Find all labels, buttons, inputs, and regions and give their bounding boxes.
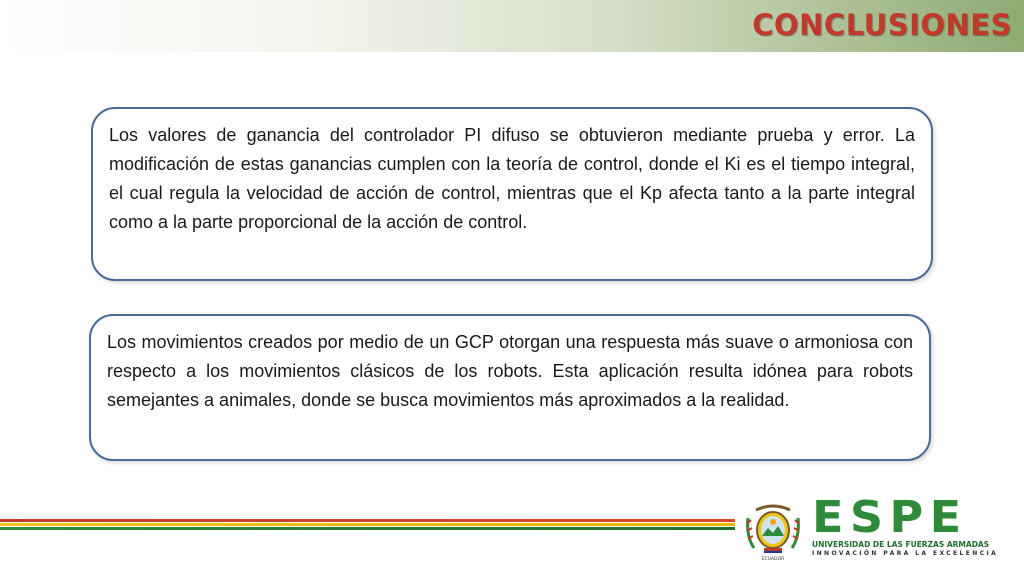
university-name: UNIVERSIDAD DE LAS FUERZAS ARMADAS <box>812 540 990 549</box>
crest-label: ECUADOR <box>761 557 785 562</box>
conclusion-box-1 <box>91 107 933 281</box>
footer-stripes <box>0 516 735 530</box>
espe-wordmark: ESPE <box>812 492 968 543</box>
conclusion-box-2 <box>89 314 931 461</box>
conclusion-text-2: Los movimientos creados por medio de un GCP otorgan una respuesta más suave o armoniosa con respecto a los movimientos clásicos de los robots. Esta aplicación resulta idónea para robots semejantes a animales, donde se busca movimientos más aproximados a la realidad. <box>107 332 913 410</box>
university-motto: INNOVACIÓN PARA LA EXCELENCIA <box>812 550 999 557</box>
footer-stripe-red <box>0 519 735 522</box>
conclusion-text-1: Los valores de ganancia del controlador PI difuso se obtuvieron mediante prueba y error. La modificación de estas ganancias cumplen con la teoría de control, donde el Ki es el tiempo integral, el cual regula la velocidad de acción de control, mientras que el Kp afecta tanto a la parte integral como a la parte proporcional de la acción de control. <box>109 125 915 232</box>
ecuador-crest-icon <box>742 500 804 562</box>
footer-stripe-yellow <box>0 523 735 526</box>
espe-logo <box>812 492 1017 557</box>
footer-stripe-green <box>0 527 735 530</box>
slide-title: CONCLUSIONES <box>752 8 1012 42</box>
